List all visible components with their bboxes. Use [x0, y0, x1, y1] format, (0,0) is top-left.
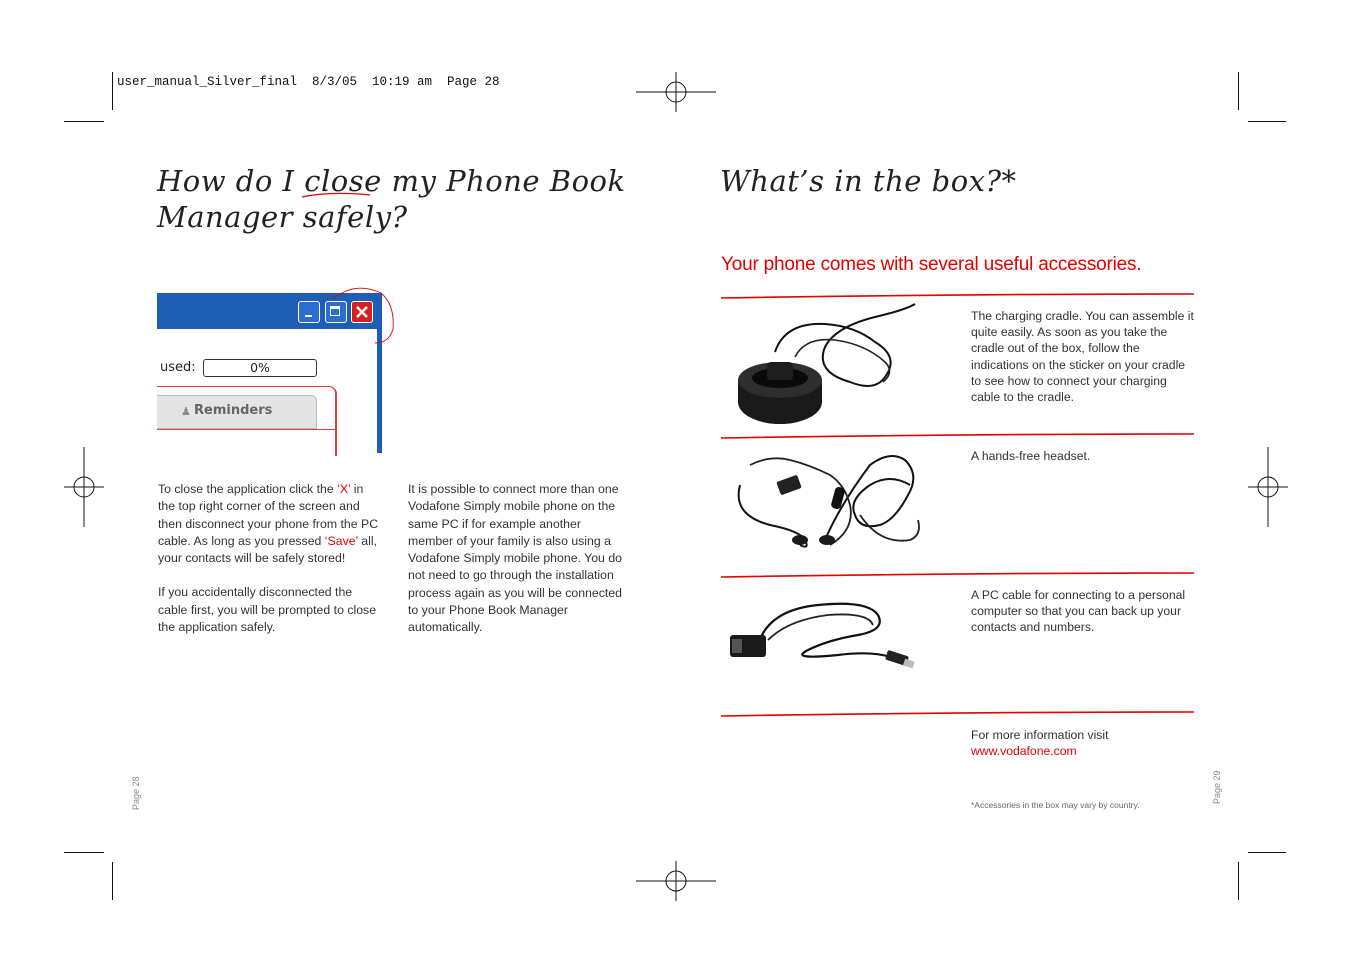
page-number-right: Page 29: [1212, 770, 1222, 804]
paragraph-multiple-phones: It is possible to connect more than one Vodafone Simply mobile phone on the same PC if for example another member of your family is also using a Vodafone Simply mobile phone. You do not need to go through the installation process again as you will be connected to your Phone Book Manager automatically.: [408, 482, 622, 635]
person-icon: ♟: [181, 406, 191, 418]
item-text-pc-cable: A PC cable for connecting to a personal computer so that you can back up your contacts and numbers.: [971, 588, 1186, 635]
minimize-icon: [305, 315, 312, 317]
usage-value: 0%: [250, 360, 270, 375]
usage-field: [203, 359, 317, 377]
footnote: *Accessories in the box may vary by country.: [971, 800, 1140, 810]
registration-mark-right: [1248, 447, 1288, 527]
headset-image: [730, 445, 925, 560]
item-text-headset: A hands-free headset.: [971, 449, 1091, 463]
registration-mark-bottom: [636, 861, 716, 901]
more-info-label: For more information visit: [971, 728, 1109, 742]
registration-mark-left: [64, 447, 104, 527]
left-column-2: [408, 481, 622, 637]
left-column-1: [158, 481, 380, 636]
tab-reminders-label: Reminders: [194, 403, 273, 418]
slug-line: user_manual_Silver_final 8/3/05 10:19 am Page 28: [117, 75, 500, 89]
divider-2: [720, 431, 1196, 441]
paragraph-disconnected: If you accidentally disconnected the cable first, you will be prompted to close the application safely.: [158, 585, 377, 635]
pc-cable-image: [728, 590, 923, 685]
right-page-heading: What’s in the box?*: [720, 164, 1017, 198]
panel-line: [157, 429, 337, 430]
app-screenshot: [157, 285, 397, 453]
paragraph-close-app: To close the application click the ‘X’ in the top right corner of the screen and then disconnect your phone from the PC cable. As long as you pressed ‘Save’ all, your contacts will be safely stored!: [158, 482, 379, 566]
charging-cradle-image: [735, 302, 925, 432]
left-page-heading: How do I close my Phone Book Manager safely?: [157, 164, 626, 234]
highlight-circle: [325, 285, 397, 345]
divider-1: [720, 291, 1196, 301]
used-label: used:: [160, 360, 196, 375]
tab-reminders[interactable]: [157, 395, 317, 429]
registration-mark-top: [636, 72, 716, 112]
accessories-subtitle: Your phone comes with several useful accessories.: [721, 254, 1142, 275]
page-number-left: Page 28: [131, 776, 141, 810]
item-text-charging-cradle: The charging cradle. You can assemble it quite easily. As soon as you take the cradle out of the box, follow the indications on the sticker on your cradle to see how to connect your charging cable to the cradle.: [971, 309, 1194, 405]
divider-4: [720, 709, 1196, 719]
minimize-button[interactable]: [298, 301, 320, 323]
vodafone-link[interactable]: www.vodafone.com: [971, 744, 1077, 759]
more-info: [971, 727, 1196, 759]
divider-3: [720, 570, 1196, 580]
